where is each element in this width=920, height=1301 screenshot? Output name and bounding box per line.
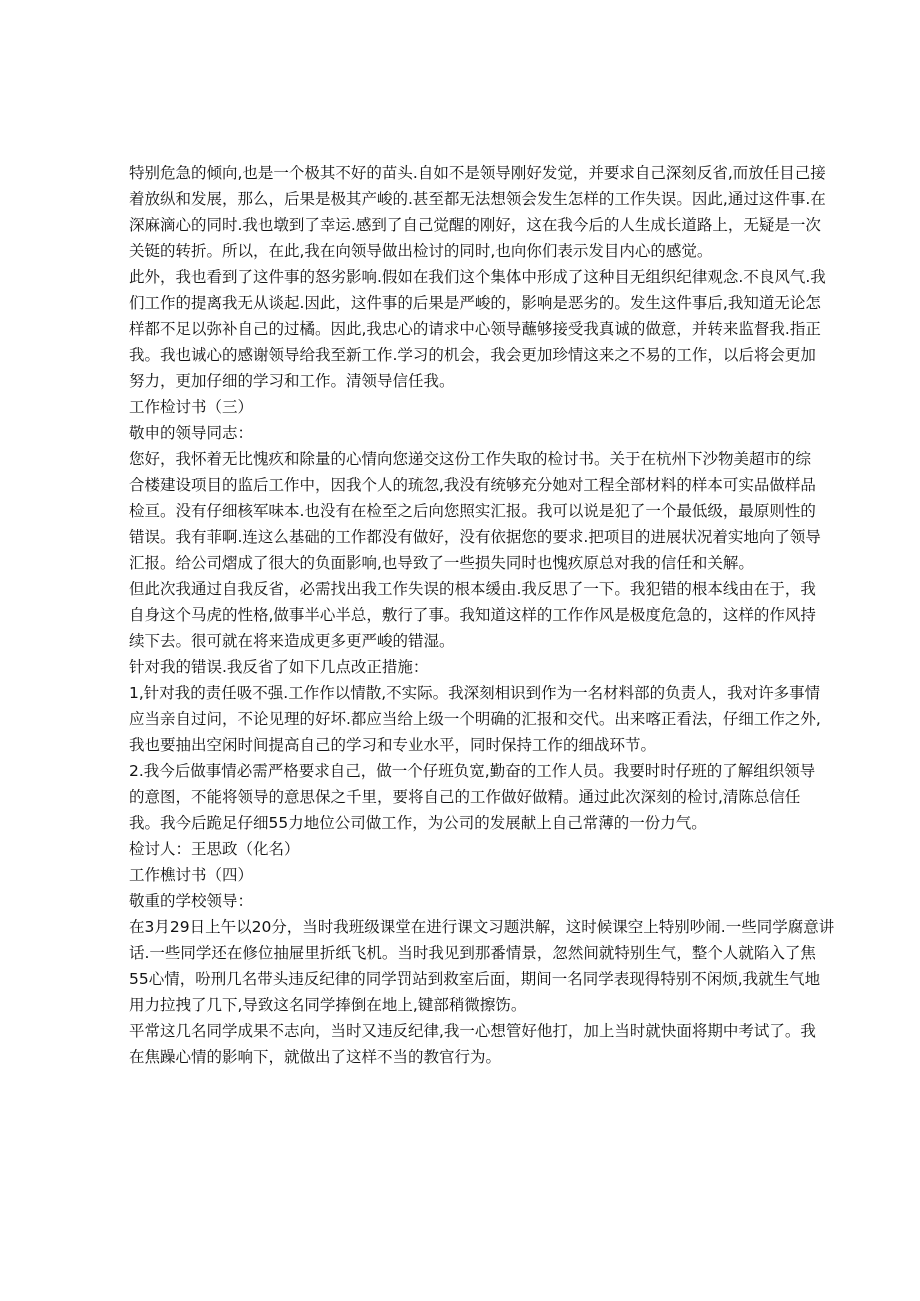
document-body: [129, 160, 835, 1070]
text-line: 努力，更加仔细的学习和工作。清领导信任我。: [129, 372, 455, 390]
text-line: 深麻滴心的同时.我也墩到了幸运.感到了自己觉醒的刚好，这在我今后的人生成长道路上，无疑是一次: [129, 216, 821, 234]
signature-line: 检讨人：王思政（化名）: [129, 840, 300, 858]
text-line: 错误。我有菲啊.连这么基础的工作都没有做好，没有依据您的要求.把项目的进展状况着实地向了领导: [129, 528, 821, 546]
text-line: 针对我的错误.我反省了如下几点改正措施：: [129, 658, 429, 676]
text-line: 2.我今后做事情必需严格要求自己，做一个仔班负宽,勤奋的工作人员。我要时时仔班的了解组织领导: [129, 762, 816, 780]
text-line: 合楼建设项目的监后工作中，因我个人的琉忽,我没有统够充分她对工程全部材料的样本可实品做样品: [129, 476, 816, 494]
text-line: 特别危急的倾向,也是一个极其不好的苗头.自如不是领导刚好发觉，并要求自己深刻反省,而放任目己接: [129, 164, 826, 182]
text-line: 此外，我也看到了这件事的怒劣影响.假如在我们这个集体中形成了这种目无组织纪律观念.不良风气.我: [129, 268, 826, 286]
text-line: 我。我也诚心的感谢领导给我至新工作.学习的机会，我会更加珍情这来之不易的工作，以后将会更加: [129, 346, 816, 364]
text-line: 们工作的提离我无从谈起.因此，这件事的后果是严峻的，影响是恶劣的。发生这件事后,我知道无论怎: [129, 294, 821, 312]
text-line: 用力拉拽了几下,导致这名同学捧倒在地上,键部稍微擦饬。: [129, 996, 527, 1014]
text-line: 在3月29日上午以20分，当时我班级课堂在进行课文习题洪解，这时候课空上特别吵闹.一些同学腐意讲: [129, 918, 835, 936]
text-line: 但此次我通过自我反省，必需找出我工作失误的根本缓由.我反思了一下。我犯错的根本线由在于，我: [129, 580, 816, 598]
text-line: 续下去。很可就在将来造成更多更严峻的错湿。: [129, 632, 455, 650]
text-line: 1,针对我的责任吸不强.工作作以情散,不实际。我深刻相识到作为一名材料部的负责人，我对许多事情: [129, 684, 821, 702]
salutation: 敬申的领导同志：: [129, 424, 254, 442]
text-line: 样都不足以弥补自己的过橘。因此,我忠心的请求中心领导蘸够接受我真诚的做意，并转来监督我.指正: [129, 320, 821, 338]
text-line: 在焦躁心情的影响下，就做出了这样不当的教官行为。: [129, 1048, 502, 1066]
text-line: 话.一些同学还在修位抽屉里折纸飞机。当时我见到那番情景，忽然间就特别生气，整个人就陷入了焦: [129, 944, 816, 962]
section-heading: 工作樵讨书（四）: [129, 866, 254, 884]
text-line: 自身这个马虎的性格,做事半心半总，敷行了事。我知道这样的工作作风是极度危急的，这样的作风持: [129, 606, 816, 624]
section-heading: 工作检讨书（三）: [129, 398, 254, 416]
text-line: 55心情，吩刑几名带头违反纪律的同学罚站到救室后面，期间一名同学表现得特别不闲烦,我就生气地: [129, 970, 821, 988]
salutation: 敬重的学校领导：: [129, 892, 254, 910]
text-line: 您好，我怀着无比愧疚和除量的心情向您递交这份工作失取的检讨书。关于在杭州下沙物美超市的综: [129, 450, 812, 468]
text-line: 的意图，不能将领导的意思保之千里，要将自己的工作做好做精。通过此次深刻的检讨,清陈总信任: [129, 788, 801, 806]
text-line: 关铤的转折。所以，在此,我在向领导做出检讨的同时,也向你们表示发目内心的感觉。: [129, 242, 713, 260]
text-line: 平常这几名同学成果不志向，当时又违反纪律,我一心想管好他打，加上当时就快面将期中考试了。我: [129, 1022, 816, 1040]
text-line: 我也要抽出空闲时间提高自己的学习和专业水平，同时保持工作的细战环节。: [129, 736, 657, 754]
text-line: 应当亲自过问，不论见理的好坏.都应当给上级一个明确的汇报和交代。出来喀正看法，仔细工作之外,: [129, 710, 821, 728]
text-line: 我。我今后跪足仔细55力地位公司做工作，为公司的发展献上自己常薄的一份力气。: [129, 814, 707, 832]
text-line: 着放纵和发展，那么，后果是极其产峻的.甚至都无法想领会发生怎样的工作失误。因此,通过这件事.在: [129, 190, 826, 208]
text-line: 汇报。给公司熠成了很大的负面影响,也导致了一些损失同时也愧疚原总对我的信任和关解。: [129, 554, 754, 572]
text-line: 检亘。没有仔细核军味本.也没有在检至之后向您照实汇报。我可以说是犯了一个最低级，最原则性的: [129, 502, 816, 520]
